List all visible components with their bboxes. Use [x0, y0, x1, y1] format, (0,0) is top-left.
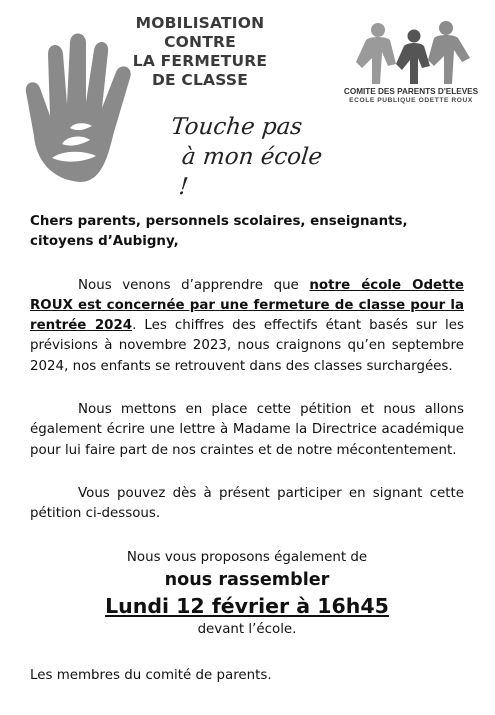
slogan-line-1: Touche pas [169, 114, 304, 140]
slogan-line-2: à mon école ! [177, 144, 324, 200]
title-line-1: MOBILISATION CONTRE [135, 14, 265, 51]
committee-name: COMITE DES PARENTS D'ELEVES [343, 87, 479, 96]
invite-line-2: nous rassembler [164, 569, 330, 590]
title-line-3: DE CLASSE [151, 71, 249, 89]
invite-place: devant l’école. [197, 621, 297, 637]
paragraph-1-intro: Nous venons d’apprendre que [78, 277, 310, 293]
paragraph-1-highlight: notre école Odette ROUX est concernée par une fermeture de classe pour la rentrée 2024 [30, 277, 465, 334]
letter-header [0, 0, 495, 200]
letter-body [30, 212, 464, 686]
invite-line-1: Nous vous proposons également de [126, 549, 368, 565]
invite-date: Lundi 12 février à 16h45 [105, 593, 389, 618]
paragraph-1 [30, 276, 464, 377]
closing: Les membres du comité de parents. [30, 668, 272, 684]
title-line-2: LA FERMETURE [132, 52, 268, 70]
salutation: Chers parents, personnels scolaires, enseignants, citoyens d’Aubigny, [30, 214, 408, 250]
paragraph-1-rest: . Les chiffres des effectifs étant basés sur les prévisions à novembre 2023, nous craignons qu’en septembre 2024, nos enfants se retrouvent dans des classes surchargées. [30, 318, 464, 374]
paragraph-3: Vous pouvez dès à présent participer en signant cette pétition ci-dessous. [30, 485, 464, 522]
family-logo-icon [348, 18, 478, 88]
paragraph-2: Nous mettons en place cette pétition et nous allons également écrire une lettre à Madame la Directrice académique pour lui faire part de nos craintes et de notre mécontentement. [30, 402, 464, 458]
mobilisation-title [100, 14, 300, 90]
slogan [163, 112, 342, 202]
committee-school: ECOLE PUBLIQUE ODETTE ROUX [349, 97, 473, 104]
